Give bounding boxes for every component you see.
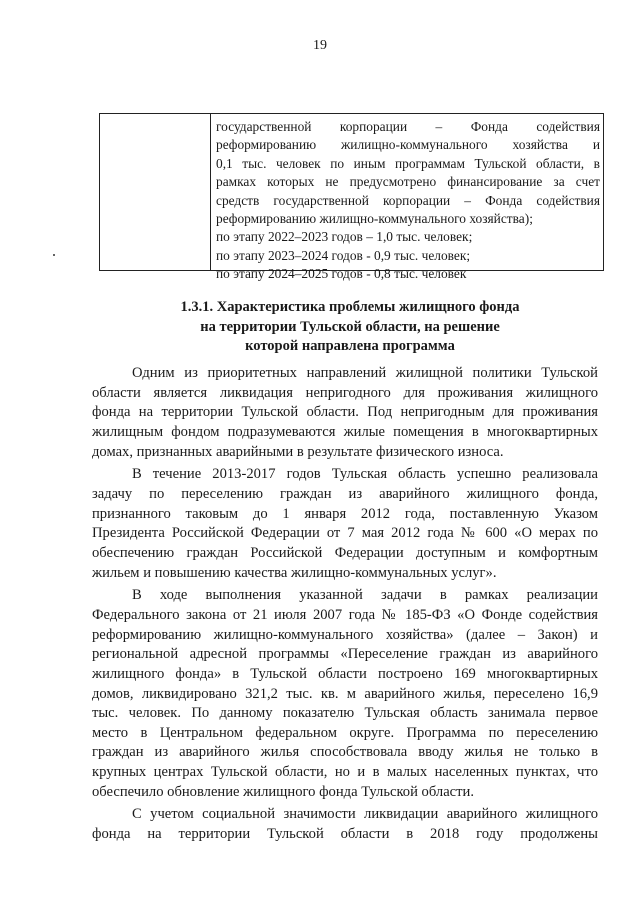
text-line: обеспечило обновление жилищного фонда Тульской области. xyxy=(92,783,474,800)
table-line: государственной корпорации – Фонда содействия xyxy=(216,119,600,134)
text-line: Президента Российской Федерации от 7 мая 2012 года № 600 «О мерах по xyxy=(92,525,598,542)
table-line: реформированию жилищно-коммунального хозяйства); xyxy=(216,211,533,227)
text-line: В течение 2013-2017 годов Тульская область успешно реализовала xyxy=(132,466,598,483)
text-line: признанного таковым до 1 января 2012 года, поставленную Указом xyxy=(92,505,598,522)
text-line: фонда на территории Тульской области. Под непригодным для проживания xyxy=(92,404,598,421)
table-line: по этапу 2022–2023 годов – 1,0 тыс. человек; xyxy=(216,229,473,245)
text-line: обеспечению граждан Российской Федерации доступным и комфортным xyxy=(92,544,598,561)
section-heading xyxy=(60,298,640,357)
text-line: жильем и повышению качества жилищно-коммунальных услуг». xyxy=(92,564,497,581)
text-line: жилищного фонда» в Тульской области построено 169 многоквартирных xyxy=(92,665,598,682)
table-column-divider xyxy=(210,114,211,270)
table-line: реформированию жилищно-коммунального хозяйства и xyxy=(216,137,600,153)
text-line: Федерального закона от 21 июля 2007 года № 185-ФЗ «О Фонде содействия xyxy=(92,606,598,623)
text-line: области является ликвидация непригодного для проживания жилищного xyxy=(92,384,598,401)
text-line: фонда на территории Тульской области в 2018 году продолжены xyxy=(92,826,598,843)
text-line: жилищным фондом подразумеваются жилые помещения в многоквартирных xyxy=(92,423,598,440)
table-line: по этапу 2024–2025 годов - 0,8 тыс. человек xyxy=(216,266,467,282)
paragraph xyxy=(92,465,598,583)
scan-speck xyxy=(53,254,55,256)
table-line: 0,1 тыс. человек по иным программам Тульской области, в xyxy=(216,155,600,171)
body-text xyxy=(92,364,598,848)
paragraph xyxy=(92,586,598,802)
paragraph xyxy=(92,805,598,844)
continuation-table xyxy=(99,113,604,282)
heading-line: на территории Тульской области, на решение xyxy=(200,318,500,335)
table-line: средств государственной корпорации – Фонда содействия xyxy=(216,192,600,208)
table-line: рамках которых не предусмотрено финансирование за счет xyxy=(216,174,600,190)
text-line: граждан из аварийного жилья способствовала вводу жилья не только в xyxy=(92,744,598,761)
text-line: домах, признанных аварийными в результате физического износа. xyxy=(92,443,504,460)
table-cell-text xyxy=(216,118,600,284)
text-line: крупных центрах Тульской области, но и в малых населенных пунктах, что xyxy=(92,764,598,781)
text-line: домов, ликвидировано 321,2 тыс. кв. м аварийного жилья, переселено 16,9 xyxy=(92,685,598,702)
text-line: тыс. человек. По данному показателю Тульская область занимала первое xyxy=(92,705,598,722)
text-line: региональной адресной программы «Переселение граждан из аварийного xyxy=(92,646,598,663)
text-line: С учетом социальной значимости ликвидации аварийного жилищного xyxy=(132,806,598,823)
text-line: Одним из приоритетных направлений жилищной политики Тульской xyxy=(132,365,598,381)
page-number: 19 xyxy=(313,38,327,53)
text-line: задачу по переселению граждан из аварийного жилищного фонда, xyxy=(92,485,598,502)
text-line: реформированию жилищно-коммунального хозяйства» (далее – Закон) и xyxy=(92,626,598,643)
heading-line: 1.3.1. Характеристика проблемы жилищного фонда xyxy=(180,299,520,315)
text-line: В ходе выполнения указанной задачи в рамках реализации xyxy=(132,587,598,604)
table-line: по этапу 2023–2024 годов - 0,9 тыс. человек; xyxy=(216,247,471,263)
paragraph xyxy=(92,364,598,462)
heading-line: которой направлена программа xyxy=(245,338,455,354)
text-line: место в Центральном федеральном округе. Программа по переселению xyxy=(92,724,598,741)
